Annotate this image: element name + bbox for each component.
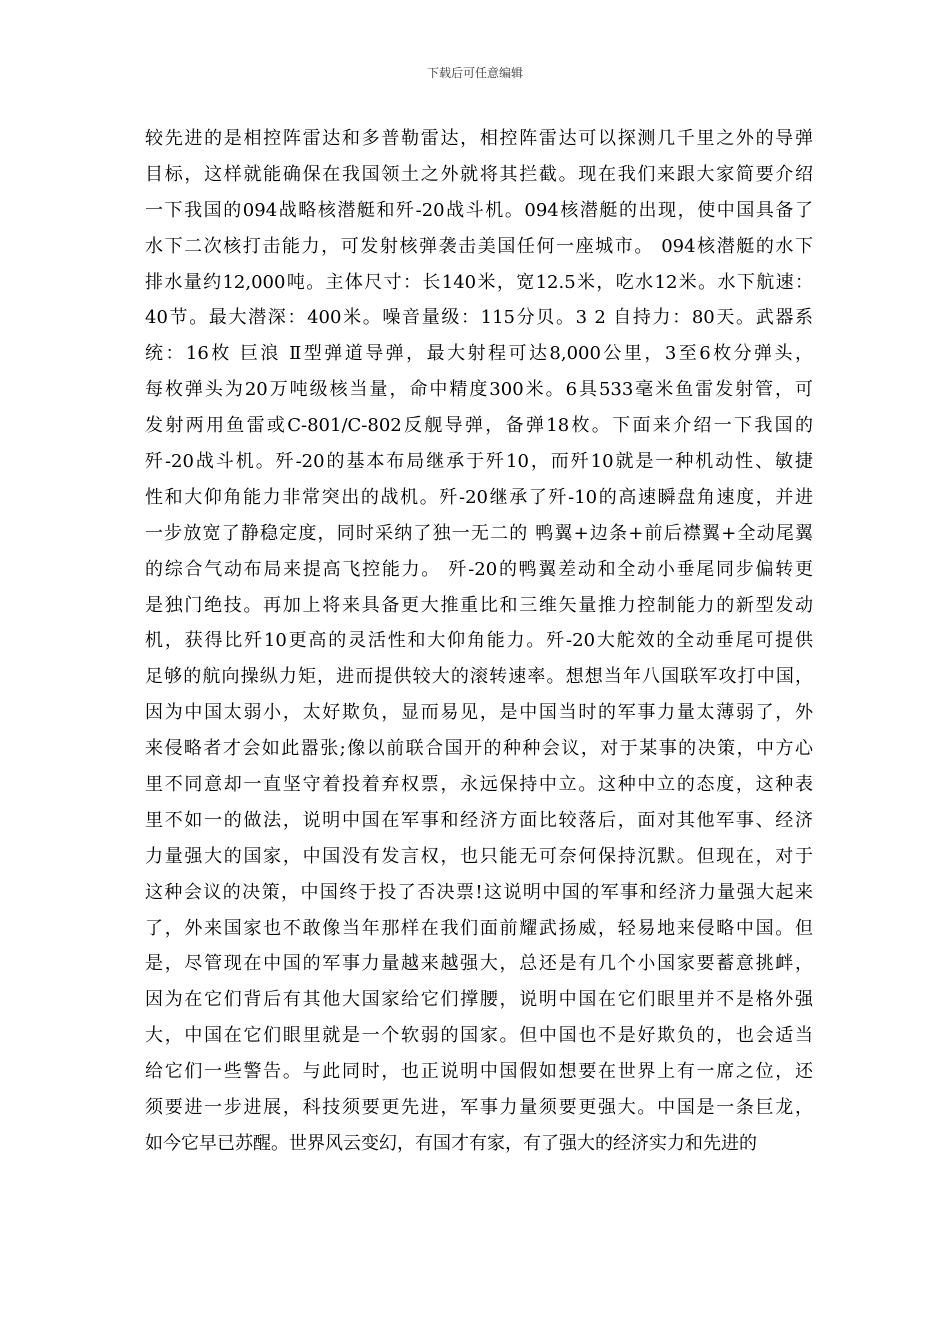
body-line: 如今它早已苏醒。世界风云变幻，有国才有家，有了强大的经济实力和先进的 (145, 1132, 757, 1154)
page-header: 下载后可任意编辑 (426, 66, 523, 80)
body-line: 因为中国太弱小，太好欺负，显而易见，是中国当时的军事力量太薄弱了，外 (145, 702, 813, 724)
body-line: 40节。最大潜深：400米。噪音量级：115分贝。3 2 自持力：80天。武器系 (145, 307, 813, 329)
body-line: 机，获得比歼10更高的灵活性和大仰角能力。歼-20大舵效的全动垂尾可提供 (145, 630, 813, 652)
body-line: 一步放宽了静稳定度，同时采纳了独一无二的 鸭翼+边条+前后襟翼+全动尾翼 (145, 522, 813, 544)
body-line: 是独门绝技。再加上将来具备更大推重比和三维矢量推力控制能力的新型发动 (145, 594, 813, 616)
body-line: 给它们一些警告。与此同时，也正说明中国假如想要在世界上有一席之位，还 (145, 1061, 813, 1083)
body-line: 每枚弹头为20万吨级核当量，命中精度300米。6具533毫米鱼雷发射管，可 (145, 379, 813, 401)
body-line: 里不同意却一直坚守着投着弃权票，永远保持中立。这种中立的态度，这种表 (145, 774, 813, 796)
body-line: 须要进一步进展，科技须要更先进，军事力量须要更强大。中国是一条巨龙， (145, 1097, 813, 1119)
body-text (145, 121, 813, 1162)
body-line: 歼-20战斗机。歼-20的基本布局继承于歼10，而歼10就是一种机动性、敏捷 (145, 451, 813, 473)
body-line: 力量强大的国家，中国没有发言权，也只能无可奈何保持沉默。但现在，对于 (145, 845, 813, 867)
body-line: 统：16枚 巨浪 Ⅱ型弹道导弹，最大射程可达8,000公里，3至6枚分弹头， (145, 343, 813, 365)
body-line: 来侵略者才会如此嚣张;像以前联合国开的种种会议，对于某事的决策，中方心 (145, 738, 813, 760)
body-line: 足够的航向操纵力矩，进而提供较大的滚转速率。想想当年八国联军攻打中国， (145, 666, 813, 688)
body-line: 的综合气动布局来提高飞控能力。 歼-20的鸭翼差动和全动小垂尾同步偏转更 (145, 558, 813, 580)
body-line: 目标，这样就能确保在我国领土之外就将其拦截。现在我们来跟大家简要介绍 (145, 163, 813, 185)
body-line: 排水量约12,000吨。主体尺寸：长140米，宽12.5米，吃水12米。水下航速： (145, 271, 813, 293)
body-line: 性和大仰角能力非常突出的战机。歼-20继承了歼-10的高速瞬盘角速度，并进 (145, 486, 813, 508)
body-line: 是，尽管现在中国的军事力量越来越强大，总还是有几个小国家要蓄意挑衅， (145, 953, 813, 975)
body-line: 水下二次核打击能力，可发射核弹袭击美国任何一座城市。 094核潜艇的水下 (145, 235, 813, 257)
body-line: 因为在它们背后有其他大国家给它们撑腰，说明中国在它们眼里并不是格外强 (145, 989, 813, 1011)
body-line: 里不如一的做法，说明中国在军事和经济方面比较落后，面对其他军事、经济 (145, 809, 813, 831)
body-line: 大，中国在它们眼里就是一个软弱的国家。但中国也不是好欺负的，也会适当 (145, 1025, 813, 1047)
body-line: 了，外来国家也不敢像当年那样在我们面前耀武扬威，轻易地来侵略中国。但 (145, 917, 813, 939)
body-line: 一下我国的094战略核潜艇和歼-20战斗机。094核潜艇的出现，使中国具备了 (145, 199, 813, 221)
body-line: 这种会议的决策，中国终于投了否决票!这说明中国的军事和经济力量强大起来 (145, 881, 813, 903)
body-line: 发射两用鱼雷或C-801/C-802反舰导弹，备弹18枚。下面来介绍一下我国的 (145, 415, 813, 437)
body-line: 较先进的是相控阵雷达和多普勒雷达，相控阵雷达可以探测几千里之外的导弹 (145, 128, 813, 149)
